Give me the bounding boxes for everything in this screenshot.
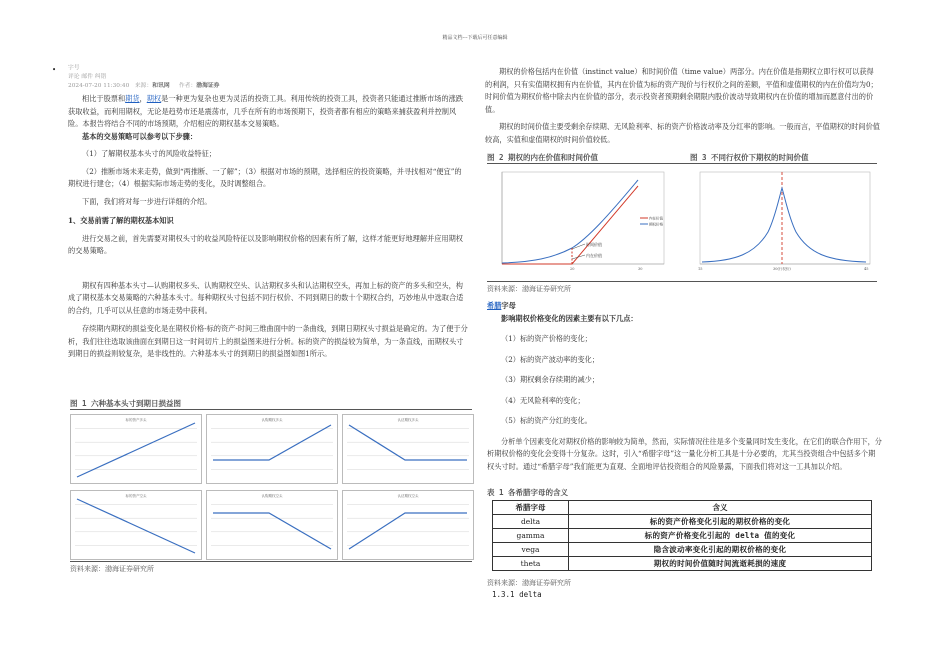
table-header-row xyxy=(493,501,872,515)
fig1-payoff-line xyxy=(349,513,467,549)
left-column xyxy=(68,64,468,361)
greek-link[interactable]: 希腊 xyxy=(487,301,502,310)
fig1-payoff-line xyxy=(77,499,195,553)
factor-1: （1）标的资产价格的变化； xyxy=(501,334,592,343)
table-header-greek: 希腊字母 xyxy=(493,501,569,515)
futures-link[interactable]: 期货 xyxy=(125,94,140,103)
fig2-title: 图 2 期权的内在价值和时间价值 xyxy=(487,153,599,162)
fig1-panel-title: 认沽期权空头 xyxy=(397,494,419,498)
fig1-panel-title: 认购期权多头 xyxy=(261,418,283,422)
fig2-plot-area xyxy=(502,172,664,264)
fig1-panel xyxy=(206,490,338,560)
factor-3: （3）期权剩余存续期的减少； xyxy=(501,375,600,384)
fig1-source: 资料来源：渤海证券研究所 xyxy=(70,565,154,573)
fig3-xtick-strike: 30(行权价) xyxy=(773,267,791,271)
article-source: 和讯网 xyxy=(152,83,170,89)
fig1-panel-title: 标的资产多头 xyxy=(125,418,147,422)
fig2-anno-intrinsic: 内在价值 xyxy=(586,253,602,258)
fig3-plot-area xyxy=(700,172,870,264)
fig2-anno-time-value: 时间价值 xyxy=(586,242,602,247)
para-before-trading: 进行交易之前，首先需要对期权头寸的收益风险特征以及影响期权价格的因素有所了解，这样才能更好地理解并应用期权的交易策略。 xyxy=(68,233,463,255)
fig23-bottom-rule xyxy=(487,281,877,282)
table-row: delta 标的资产价格变化引起的期权价格的变化 xyxy=(493,515,872,529)
fig1-panel-title: 认购期权空头 xyxy=(261,494,283,498)
factor-4: （4）无风险利率的变化； xyxy=(501,395,585,405)
right-column xyxy=(485,66,880,146)
section-1-heading: 1、交易前需了解的期权基本知识 xyxy=(68,216,174,225)
fig1-panel-plot xyxy=(207,415,337,483)
para-value-parts: 期权的价格包括内在价值（instinct value）和时间价值（time value）两部分。内在价值是指期权立即行权可以获得的利润，只有实值期权拥有内在价值，其内在价值为标的资产现价与行权价之间的差额，平值和虚值期权的内在价值均为0；时间价值为期权价格中除去内在价值的部分，表示投资者预期剩余期限内股价波动导致期权内在价值的增加而愿意付出的价值。 xyxy=(485,67,878,114)
font-size-control[interactable]: 字号 xyxy=(68,65,80,71)
intro-paragraph: 相比于股票和期货，期权是一种更为复杂也更为灵活的投资工具。利用传统的投资工具，投资者只能通过推断市场的涨跌获取收益，而利用期权，无论是趋势市还是震荡市，几乎在所有的市场预期下，投资者都有相应的策略来捕获盈利并控制风险。本报告将结合不同的市场预期，介绍相应的期权基本交易策略。 xyxy=(68,94,464,128)
table-header-meaning: 含义 xyxy=(569,501,872,515)
para-time-value: 期权的时间价值主要受剩余存续期、无风险利率、标的资产价格波动率及分红率的影响。一般而言，平值期权的时间价值较高，实值和虚值期权的时间价值较低。 xyxy=(485,122,880,144)
steps-end: 下面，我们将对每一步进行详细的介绍。 xyxy=(82,196,212,206)
fig1-panel-plot xyxy=(71,491,201,559)
greek-section xyxy=(487,300,882,473)
fig3-title: 图 3 不同行权价下期权的时间价值 xyxy=(690,153,809,162)
article-author: 渤海证券 xyxy=(196,83,220,89)
subsection-delta: 1.3.1 delta xyxy=(492,590,542,599)
fig1-panel xyxy=(342,490,474,560)
fig1-bottom-rule xyxy=(70,561,472,562)
fig23-rule xyxy=(487,163,877,164)
step-1: （1）了解期权基本头寸的风险收益特征； xyxy=(82,149,216,158)
fig1-panel-title: 标的资产空头 xyxy=(125,494,147,498)
fig1-payoff-line xyxy=(213,513,331,549)
fig1-panel-plot xyxy=(343,415,473,483)
greek-heading: 希腊字母 xyxy=(487,301,516,310)
options-link[interactable]: 期权 xyxy=(146,94,162,103)
article-meta: 2024-07-20 11:30:40 来源：和讯网 作者：渤海证券 xyxy=(68,83,220,89)
table-row: theta 期权的时间价值随时间流逝耗损的速度 xyxy=(493,557,872,571)
fig1-panel xyxy=(70,490,202,560)
fig2-legend-intrinsic: 内在价值 xyxy=(649,216,663,221)
article-actions[interactable]: 评论 邮件 纠错 xyxy=(68,74,107,80)
fig1-panel xyxy=(70,414,202,484)
table1-source: 资料来源：渤海证券研究所 xyxy=(487,579,571,587)
page-header: 精品文档---下载后可任意编辑 xyxy=(442,35,508,41)
fig2-xtick-30: 30 xyxy=(638,267,643,271)
greeks-table xyxy=(492,500,872,571)
table1-title: 表 1 各希腊字母的含义 xyxy=(487,488,569,497)
fig1-panel-plot xyxy=(343,491,473,559)
fig1-panel xyxy=(342,414,474,484)
fig1-title: 图 1 六种基本头寸到期日损益图 xyxy=(70,399,182,408)
fig1-payoff-line xyxy=(213,425,331,460)
fig2-xtick-20: 20 xyxy=(570,267,575,271)
fig1-panel xyxy=(206,414,338,484)
article-date: 2024-07-20 11:30:40 xyxy=(68,83,130,89)
factor-5: （5）标的资产分红的变化。 xyxy=(501,416,592,425)
para-greeks: 分析单个因素变化对期权价格的影响较为简单，然而，实际情况往往是多个变量同时发生变化，在它们的联合作用下，分析期权价格的变化会变得十分复杂。这时，引入“希腊字母”这一量化分析工具是十分必要的，尤其当投资组合中包括多个期权头寸时。通过“希腊字母”我们能更为直观、全面地评估投资组合的风险暴露，下面我们将对这一工具加以介绍。 xyxy=(487,436,882,471)
factors-heading: 影响期权价格变化的因素主要有以下几点： xyxy=(501,313,638,323)
fig1-rule xyxy=(70,409,472,410)
para-six-positions: 期权有四种基本头寸—认购期权多头、认购期权空头、认沽期权多头和认沽期权空头，再加上标的资产的多头和空头，构成了期权基本交易策略的六种基本头寸。每种期权头寸包括不同行权价、不同到期日的数十个期权合约，巧妙地从中选取合适的合约，几乎可以从任意的市场走势中获利。 xyxy=(68,280,464,315)
fig1-payoff-line xyxy=(349,425,467,460)
fig3-xtick-45: 45 xyxy=(864,267,869,271)
step-2-4: （2）推断市场未来走势，做到“两推断、一了解”；（3）根据对市场的预期，选择相应的投资策略，并寻找相对“便宜”的期权进行建仓；（4）根据实际市场走势的变化，及时调整组合。 xyxy=(68,166,462,188)
fig1-payoff-line xyxy=(77,423,195,477)
fig3-chart xyxy=(690,166,878,278)
steps-heading: 基本的交易策略可以参考以下步骤： xyxy=(82,131,198,141)
bullet-dot: • xyxy=(52,66,57,74)
factor-2: （2）标的资产波动率的变化； xyxy=(501,354,600,364)
table-row: vega 隐含波动率变化引起的期权价格的变化 xyxy=(493,543,872,557)
fig1-panels xyxy=(70,414,472,559)
fig1-panel-plot xyxy=(71,415,201,483)
fig2-chart xyxy=(488,166,673,278)
fig1-panel-plot xyxy=(207,491,337,559)
fig1-panel-title: 认沽期权多头 xyxy=(397,418,419,422)
para-payoff: 存续期内期权的损益变化是在期权价格-标的资产-时间三维曲面中的一条曲线，到期日期权头寸损益是确定的。为了便于分析，我们往往选取该曲面在到期日这一时间切片上的损益图来进行分析。标的资产的损益较为简单，为一条直线，而期权头寸到期日的损益则较复杂，是非线性的。六种基本头寸的到期日的损益图如图1所示。 xyxy=(68,324,468,358)
fig2-legend-price: 期权价格 xyxy=(649,222,663,227)
fig3-xtick-15: 15 xyxy=(698,267,703,271)
table-row: gamma 标的资产价格变化引起的 delta 值的变化 xyxy=(493,529,872,543)
fig23-source: 资料来源：渤海证券研究所 xyxy=(487,285,571,293)
